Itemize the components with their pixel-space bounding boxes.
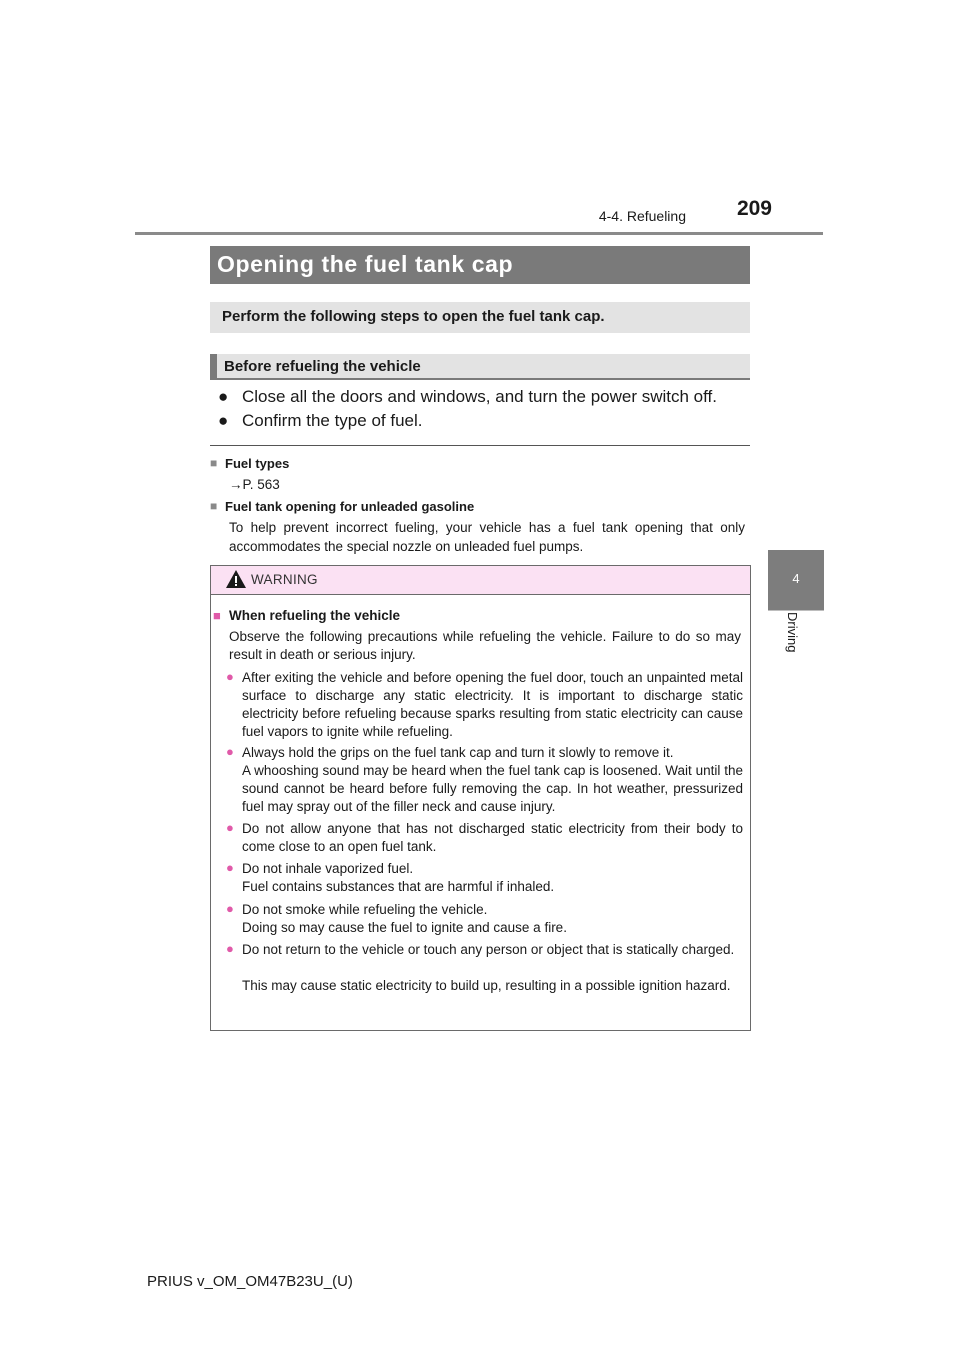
page-number: 209	[736, 197, 772, 220]
black-circle-icon: ●	[226, 901, 234, 916]
square-icon: ■	[210, 456, 218, 470]
warning-intro: Observe the following precautions while refueling the vehicle. Failure to do so may result in death or serious injury.	[229, 629, 741, 662]
warning-text: Doing so may cause the fuel to ignite and cause a fire.	[242, 920, 567, 935]
warning-heading: ■ When refueling the vehicle	[213, 608, 401, 623]
note-body: →P. 563	[229, 477, 280, 492]
list-item: ● After exiting the vehicle and before opening the fuel door, touch an unpainted metal surface to discharge any static electricity. It is important to discharge static electricity before refueling because sparks resulting from static electricity can cause fuel vapors to ignite while refueling.	[226, 669, 743, 739]
square-icon: ■	[210, 499, 218, 513]
list-item: ● Do not smoke while refueling the vehicle.	[226, 901, 488, 917]
note-heading: ■ Fuel types	[210, 456, 290, 471]
note-heading: ■ Fuel tank opening for unleaded gasoline	[210, 499, 475, 514]
header-rule	[135, 232, 823, 235]
black-circle-icon: ●	[218, 387, 229, 406]
bullet-text: Confirm the type of fuel.	[242, 411, 423, 430]
warning-label: WARNING	[251, 572, 318, 587]
list-item: ● Do not inhale vaporized fuel.	[226, 860, 414, 876]
section-divider	[210, 445, 750, 446]
subsection-title: Before refueling the vehicle	[224, 358, 421, 375]
list-item	[218, 387, 717, 407]
warning-text: This may cause static electricity to build up, resulting in a possible ignition hazard.	[242, 978, 731, 993]
black-circle-icon: ●	[226, 820, 234, 835]
list-item: ● Do not allow anyone that has not discharged static electricity from their body to come close to an open fuel tank.	[226, 820, 743, 854]
subsection-rule	[210, 378, 750, 380]
warning-triangle-icon	[225, 568, 247, 590]
intro-text: Perform the following steps to open the fuel tank cap.	[222, 308, 605, 325]
black-circle-icon: ●	[226, 860, 234, 875]
black-circle-icon: ●	[226, 744, 234, 759]
chapter-tab-number: 4	[792, 571, 800, 586]
square-icon: ■	[213, 608, 221, 623]
black-circle-icon: ●	[226, 941, 234, 956]
page-title: Opening the fuel tank cap	[217, 251, 514, 277]
black-circle-icon: ●	[226, 669, 234, 684]
bullet-text: Close all the doors and windows, and turn the power switch off.	[242, 387, 718, 406]
black-circle-icon: ●	[218, 411, 229, 430]
chapter-tab-divider	[768, 610, 824, 611]
list-item: ● Always hold the grips on the fuel tank cap and turn it slowly to remove it.	[226, 744, 674, 760]
list-item: ● Do not return to the vehicle or touch any person or object that is statically charged.	[226, 941, 735, 957]
section-reference: 4-4. Refueling	[598, 208, 686, 224]
note-body: To help prevent incorrect fueling, your vehicle has a fuel tank opening that only accommodates the special nozzle on unleaded fuel pumps.	[229, 520, 745, 554]
subsection-marker	[210, 354, 217, 380]
list-item	[218, 411, 422, 431]
chapter-tab-label: Driving	[785, 612, 800, 653]
footer-document-code: PRIUS v_OM_OM47B23U_(U)	[147, 1273, 353, 1290]
warning-text: A whooshing sound may be heard when the fuel tank cap is loosened. Wait until the sound cannot be heard before fully removing the cap. In hot weather, pressurized fuel may spray out of the filler neck and cause injury.	[242, 763, 743, 814]
warning-text: Fuel contains substances that are harmful if inhaled.	[242, 879, 555, 894]
